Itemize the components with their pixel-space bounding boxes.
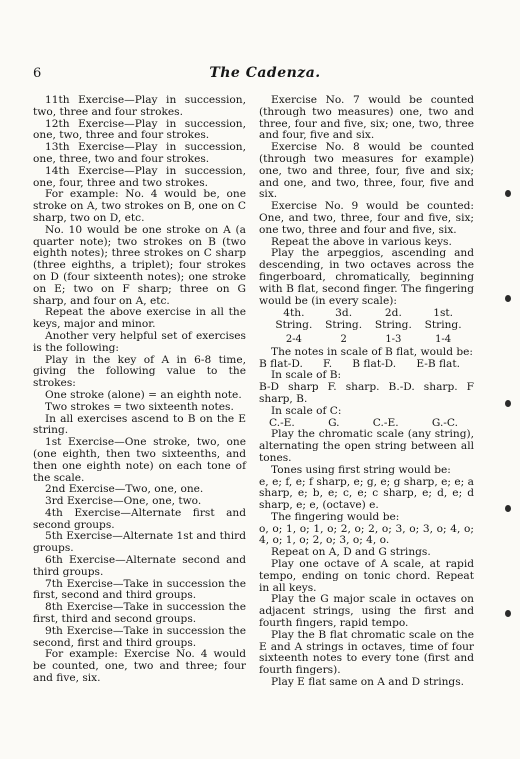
string-position: 1-4 xyxy=(435,333,452,345)
paragraph: 1st Exercise—One stroke, two, one (one eighth, then two sixteenths, and then one eighth note) on each tone of the scale. xyxy=(33,436,246,484)
paragraph: 7th Exercise—Take in succession the first, second and third groups. xyxy=(33,577,246,602)
page-number: 6 xyxy=(33,66,42,81)
paragraph: o, o; 1, o; 1, o; 2, o; 2, o; 3, o; 3, o; 4, o; 4, o; 1, o; 2, o; 3, o; 4, o. xyxy=(259,522,474,547)
string-column xyxy=(369,308,419,345)
paragraph: e, e; f, e; f sharp, e; g, e; g sharp, e; e; a sharp, e; b, e; c, e; c sharp, e; d, e; d sharp, e; e, (octave) e. xyxy=(259,475,474,512)
b-notes-row: B-D sharp F. sharp. B.-D. sharp. F sharp, B. xyxy=(259,381,474,405)
binding-hole xyxy=(505,190,511,197)
paragraph: 2nd Exercise—Two, one, one. xyxy=(45,483,204,496)
paragraph: Exercise No. 8 would be counted (through two measures for example) one, two and three, four, five and six; and one, and two, three, four, five and six. xyxy=(259,141,474,201)
binding-hole xyxy=(505,400,511,407)
paragraph: In scale of C: xyxy=(271,404,342,417)
note-group: C.-E. xyxy=(269,416,295,429)
string-column xyxy=(319,308,369,345)
string-column xyxy=(269,308,319,345)
paragraph: Play the chromatic scale (any string), alternating the open string between all tones. xyxy=(259,428,474,464)
paragraph: In scale of B: xyxy=(271,369,342,382)
paragraph: Tones using first string would be: xyxy=(271,463,451,476)
string-column xyxy=(418,308,468,345)
paragraph: Repeat on A, D and G strings. xyxy=(271,546,431,559)
paragraph: The notes in scale of B flat, would be: xyxy=(271,345,473,358)
note-group: F. xyxy=(323,357,333,370)
paragraph: 9th Exercise—Take in succession the second, first and third groups. xyxy=(33,624,246,649)
string-label: 2d. String. xyxy=(374,307,412,332)
paragraph: Exercise No. 7 would be counted (through two measures) one, two and three, four and five, six; one, two, three and four, five and six. xyxy=(259,94,474,142)
paragraph: The fingering would be: xyxy=(271,510,400,523)
paragraph: 8th Exercise—Take in succession the first, third and second groups. xyxy=(33,601,246,626)
note-group: G.-C. xyxy=(431,416,458,429)
string-label: 4th. String. xyxy=(275,307,313,332)
paragraph: Another very helpful set of exercises is the following: xyxy=(33,329,246,354)
paragraph: 14th Exercise—Play in succession, one, four, three and two strokes. xyxy=(33,164,246,189)
paragraph: Repeat the above in various keys. xyxy=(271,235,452,248)
paragraph: No. 10 would be one stroke on A (a quarter note); two strokes on B (two eighth notes); three strokes on C sharp (three eighths, a triplet); four strokes on D (four sixteenth notes); one stroke on E; two on F sharp; three on G sharp, and four on A, etc. xyxy=(33,223,246,307)
string-position: 2 xyxy=(340,333,347,345)
paragraph: Play one octave of A scale, at rapid tempo, ending on tonic chord. Repeat in all keys. xyxy=(259,558,474,594)
paragraph: 11th Exercise—Play in succession, two, three and four strokes. xyxy=(33,94,246,118)
string-label: 1st. String. xyxy=(424,307,462,332)
note-group: B flat-D. xyxy=(352,357,397,370)
paragraph: Two strokes = two sixteenth notes. xyxy=(45,400,234,413)
paragraph: For example: Exercise No. 4 would be counted, one, two and three; four and five, six. xyxy=(33,648,246,685)
paragraph: 6th Exercise—Alternate second and third groups. xyxy=(33,554,246,578)
paragraph: Play in the key of A in 6-8 time, giving the following value to the strokes: xyxy=(33,353,246,390)
paragraph: Exercise No. 9 would be counted: One, and two, three, four and five, six; one two, three and four and five, six. xyxy=(259,200,474,236)
note-group: E-B flat. xyxy=(416,357,460,370)
string-label: 3d. String. xyxy=(325,307,363,332)
binding-hole xyxy=(505,295,511,302)
note-group: G. xyxy=(328,416,340,429)
paragraph: One stroke (alone) = an eighth note. xyxy=(45,388,242,401)
paragraph: In all exercises ascend to B on the E string. xyxy=(33,412,246,437)
paragraph: 12th Exercise—Play in succession, one, two, three and four strokes. xyxy=(33,117,246,142)
paragraph: Play the B flat chromatic scale on the E and A strings in octaves, time of four sixteenth notes to every tone (first and fourth fingers). xyxy=(259,628,474,677)
page-header xyxy=(0,66,520,86)
binding-hole xyxy=(505,610,511,617)
string-fingering-table xyxy=(259,308,474,345)
paragraph: For example: No. 4 would be, one stroke on A, two strokes on B, one on C sharp, two on D, etc. xyxy=(33,188,246,224)
paragraph: Play the G major scale in octaves on adjacent strings, using the first and fourth fingers, rapid tempo. xyxy=(259,593,474,630)
running-title: The Cadenza. xyxy=(209,65,321,81)
string-position: 1-3 xyxy=(385,333,402,345)
paragraph: Repeat the above exercise in all the keys, major and minor. xyxy=(33,306,246,331)
note-group: B flat-D. xyxy=(259,357,303,370)
right-column xyxy=(259,95,474,689)
paragraph: 13th Exercise—Play in succession, one, three, two and four strokes. xyxy=(33,141,246,165)
paragraph: 3rd Exercise—One, one, two. xyxy=(45,495,202,508)
binding-hole xyxy=(505,505,511,512)
note-group: C.-E. xyxy=(372,416,399,429)
paragraph: Play the arpeggios, ascending and descending, in two octaves across the fingerboard, chromatically, beginning with B flat, second finger. The fingering would be (in every scale): xyxy=(259,247,474,307)
left-column xyxy=(33,95,246,685)
paragraph: 4th Exercise—Alternate first and second groups. xyxy=(33,506,246,531)
string-position: 2-4 xyxy=(285,333,302,345)
paragraph: Play E flat same on A and D strings. xyxy=(271,676,465,689)
paragraph: 5th Exercise—Alternate 1st and third groups. xyxy=(33,530,246,555)
